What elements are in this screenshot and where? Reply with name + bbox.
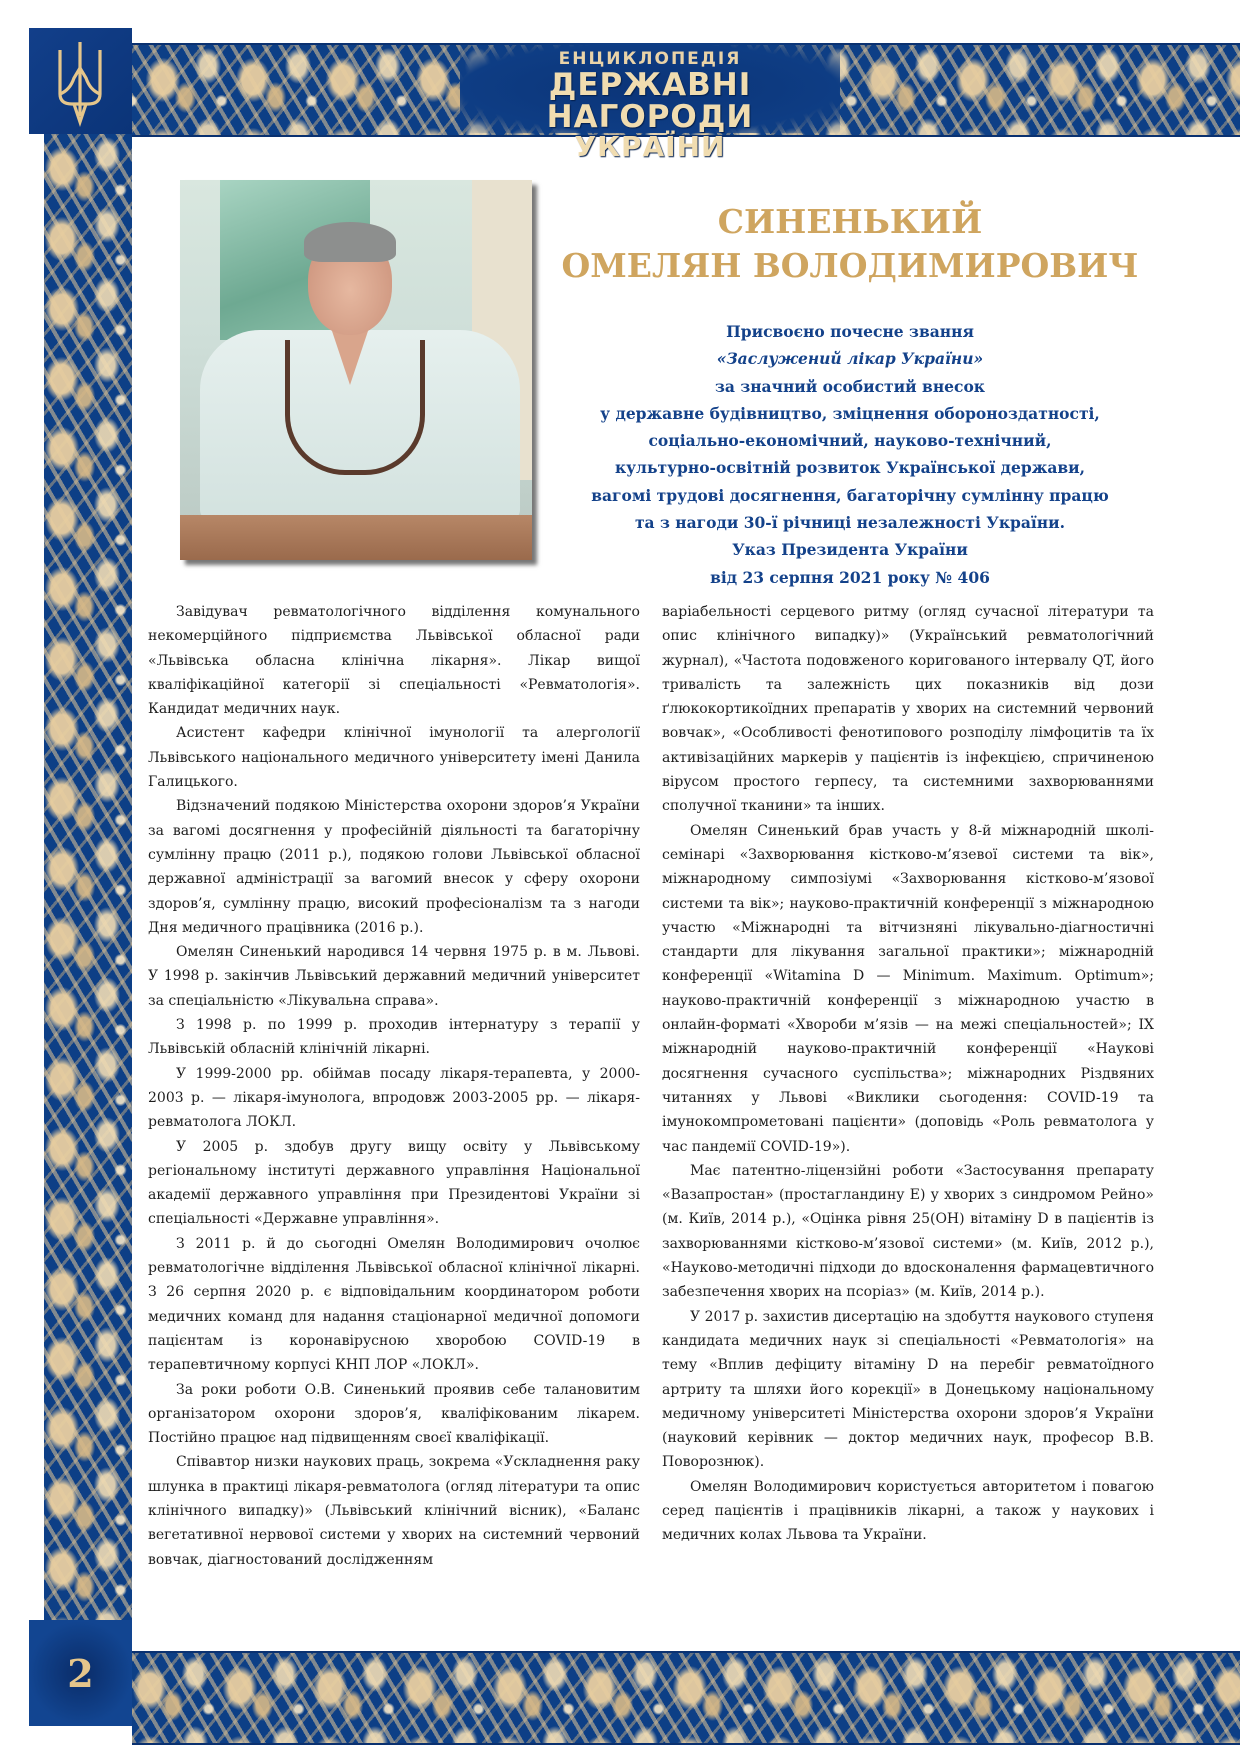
biography-paragraph: За роки роботи О.В. Синенький проявив себе талановитим організатором охорони здоров’я, кваліфікованим лікарем. Постійно працює над підвищенням своєї кваліфікації.	[148, 1381, 640, 1447]
stethoscope-icon	[285, 340, 425, 475]
biography-paragraph: Завідувач ревматологічного відділення комунального некомерційного підприємства Львівської обласної ради «Львівська обласна клінічна лікарня». Лікар вищої кваліфікаційної категорії зі спеціальності «Ревматологія». Кандидат медичних наук.	[148, 604, 640, 718]
award-line: вагомі трудові досягнення, багаторічну сумлінну працю	[591, 485, 1109, 505]
award-decree-date: від 23 серпня 2021 року № 406	[710, 567, 990, 587]
biography-paragraph: Співавтор низки наукових праць, зокрема «Ускладнення раку шлунка в практиці лікаря-ревматолога (огляд літератури та опис клінічного випадку)» (Львівський клінічний вісник), «Баланс вегетативної нервової системи у хворих на системний червоний вовчак, діагностований дослідженням	[148, 1454, 640, 1568]
encyclopedia-title	[460, 43, 840, 163]
portrait-photo	[180, 180, 532, 560]
award-citation	[560, 318, 1140, 591]
person-given-names: ОМЕЛЯН ВОЛОДИМИРОВИЧ	[561, 246, 1139, 285]
award-line: Присвоєно почесне звання	[726, 322, 974, 341]
trident-icon	[52, 38, 108, 128]
biography-paragraph: Омелян Володимирович користується авторитетом і повагою серед пацієнтів і працівників лікарні, а також у наукових і медичних колах Львова та України.	[662, 1478, 1154, 1544]
award-line: та з нагоди 30-ї річниці незалежності України.	[634, 513, 1066, 533]
biography-paragraph: У 2017 р. захистив дисертацію на здобуття наукового ступеня кандидата медичних наук зі спеціальності «Ревматологія» на тему «Вплив дефіциту вітаміну D на перебіг ревматоїдного артриту та шляхи його корекції» в Донецькому національному медичному університеті Міністерства охорони здоров’я України (науковий керівник — доктор медичних наук, професор В.В. Поворознюк).	[662, 1308, 1154, 1471]
biography-paragraph-continuation: варіабельності серцевого ритму (огляд сучасної літератури та опис клінічного випадку)» (Український ревматологічний журнал), «Частота подовженого коригованого інтервалу QT, його тривалість та залежність цих показників від дози ґлюкокортикоїдних препаратів у хворих на системний червоний вовчак», «Особливості фенотипового розподілу лімфоцитів та їх активізаційних маркерів у пацієнтів із інфекцією, спричиненою вірусом простого герпесу, та системними захворюваннями сполучної тканини» та інших.	[662, 604, 1154, 815]
bottom-ornamental-band	[132, 1651, 1240, 1745]
biography-paragraph: Має патентно-ліцензійні роботи «Застосування препарату «Вазапростан» (простагландину Е) у хворих з синдромом Рейно» (м. Київ, 2014 р.), «Оцінка рівня 25(OH) вітаміну D в пацієнтів із захворюваннями кістково-м’язової системи» (м. Київ, 2012 р.), «Науково-методичні підходи до вдосконалення фармацевтичного забезпечення хворих на псоріаз» (м. Київ, 2014 р.).	[662, 1162, 1154, 1301]
page-number: 2	[67, 1650, 94, 1696]
encyclopedia-supertitle: ЕНЦИКЛОПЕДІЯ	[558, 49, 742, 69]
biography-paragraph: Асистент кафедри клінічної імунології та алергології Львівського національного медичного університету імені Данила Галицького.	[148, 725, 640, 791]
award-decree: Указ Президента України	[732, 540, 968, 560]
award-line: соціально-економічний, науково-технічний,	[648, 431, 1052, 451]
biography-left-column	[148, 600, 640, 1572]
encyclopedia-title-sub: УКРАЇНИ	[574, 130, 726, 163]
biography-paragraph: Відзначений подякою Міністерства охорони здоров’я України за вагомі досягнення у професійній діяльності та багаторічну сумлінну працю (2011 р.), подякою голови Львівської обласної державної адміністрації за вагомий внесок у сферу охорони здоров’я, сумлінну працю, високий професіоналізм та з нагоди Дня медичного працівника (2016 р.).	[148, 798, 640, 936]
biography-paragraph: У 2005 р. здобув другу вищу освіту у Львівському регіональному інституті державного управління Національної академії державного управління при Президентові України зі спеціальності «Державне управління».	[148, 1138, 640, 1228]
photo-desk	[180, 515, 532, 560]
person-surname: СИНЕНЬКИЙ	[717, 202, 983, 241]
biography-paragraph: З 2011 р. й до сьогодні Омелян Володимирович очолює ревматологічне відділення Львівської обласної клінічної лікарні. З 26 серпня 2020 р. є відповідальним координатором роботи медичних команд для надання стаціонарної медичної допомоги пацієнтам із коронавірусною хворобою COVID-19 в терапевтичному корпусі КНП ЛОР «ЛОКЛ».	[148, 1235, 640, 1374]
photo-hair	[304, 222, 396, 262]
biography-paragraph: З 1998 р. по 1999 р. проходив інтернатуру з терапії у Львівській обласній клінічній лікарні.	[148, 1017, 640, 1058]
award-line: за значний особистий внесок	[714, 376, 986, 396]
person-name	[560, 200, 1140, 288]
biography-paragraph: Омелян Синенький брав участь у 8-й міжнародній школі-семінарі «Захворювання кістково-м’язевої системи та вік», міжнародному симпозіумі «Захворювання кістково-м’язової системи та вік»; науково-практичній конференції з міжнародною участю «Міжнародні та вітчизняні лікувально-діагностичні стандарти для лікування загальної практики»; міжнародній конференції «Witamina D — Minimum. Maximum. Optimum»; науково-практичній конференції з міжнародною участю в онлайн-форматі «Хвороби м’язів — на межі спеціальностей»; IX міжнародній науково-практичній конференції «Наукові досягнення сучасного суспільства»; міжнародних Різдвяних читаннях у Львові «Виклики сьогодення: COVID-19 та імунокомпрометовані пацієнти» (доповідь «Роль ревматолога у час пандемії COVID-19»).	[662, 822, 1154, 1155]
biography-paragraph: У 1999-2000 рр. обіймав посаду лікаря-терапевта, у 2000-2003 р. — лікаря-імунолога, впродовж 2003-2005 рр. — лікаря-ревматолога ЛОКЛ.	[148, 1065, 640, 1131]
left-ornamental-border	[44, 134, 132, 1634]
award-line: культурно-освітній розвиток Української держави,	[614, 458, 1086, 478]
biography-right-column	[662, 600, 1154, 1548]
encyclopedia-title-main: ДЕРЖАВНІ НАГОРОДИ	[546, 67, 754, 135]
award-line: «Заслужений лікар України»	[716, 349, 984, 369]
biography-paragraph: Омелян Синенький народився 14 червня 1975 р. в м. Львові. У 1998 р. закінчив Львівський державний медичний університет за спеціальністю «Лікувальна справа».	[148, 944, 640, 1009]
award-line: у державне будівництво, зміцнення обороноздатності,	[600, 403, 1100, 423]
